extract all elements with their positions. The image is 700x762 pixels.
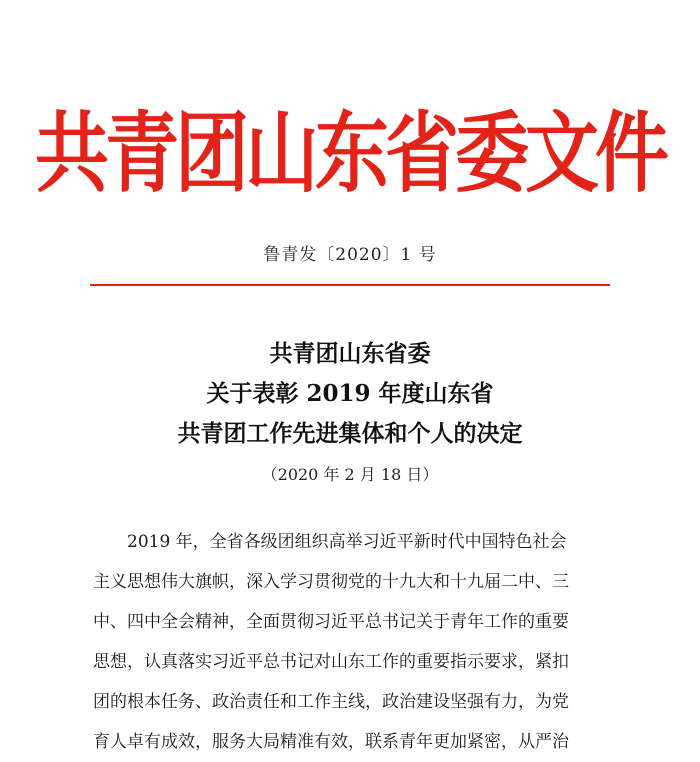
red-separator-line bbox=[90, 284, 610, 286]
document-date: （2020 年 2 月 18 日） bbox=[261, 465, 439, 484]
body-line-4: 思想，认真落实习近平总书记对山东工作的重要指示要求，紧扣 bbox=[93, 652, 569, 672]
document-title bbox=[0, 334, 700, 454]
document-body bbox=[93, 522, 613, 762]
body-line-3: 中、四中全会精神，全面贯彻习近平总书记关于青年工作的重要 bbox=[93, 612, 569, 632]
body-line-6: 育人卓有成效，服务大局精准有效，联系青年更加紧密，从严治 bbox=[93, 732, 569, 752]
title-line-1: 共青团山东省委 bbox=[269, 340, 431, 367]
document-number: 鲁青发〔2020〕1 号 bbox=[263, 245, 437, 265]
title-line-2: 关于表彰 2019 年度山东省 bbox=[206, 380, 494, 407]
document-masthead: 共青团山东省委文件 bbox=[35, 103, 665, 205]
title-line-3: 共青团工作先进集体和个人的决定 bbox=[177, 420, 523, 447]
body-line-2: 主义思想伟大旗帜，深入学习贯彻党的十九大和十九届二中、三 bbox=[93, 572, 569, 592]
body-line-1: 2019 年，全省各级团组织高举习近平新时代中国特色社会 bbox=[127, 532, 567, 552]
body-line-5: 团的根本任务、政治责任和工作主线，政治建设坚强有力，为党 bbox=[93, 692, 569, 712]
